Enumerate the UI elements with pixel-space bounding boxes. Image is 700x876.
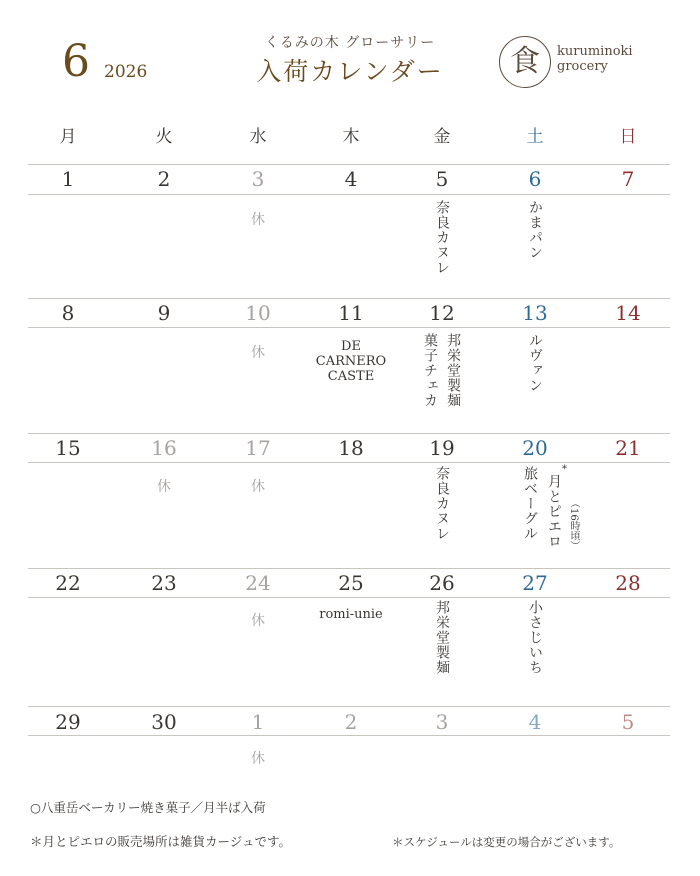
closed-mark: 休	[157, 479, 171, 495]
day-number: 20	[522, 436, 548, 460]
divider	[28, 298, 670, 299]
day-number: 3	[251, 167, 265, 191]
logo-wordmark	[557, 44, 633, 74]
event-line: DE	[341, 339, 361, 354]
divider	[28, 164, 670, 165]
delivery-event: 小さじいち	[527, 600, 543, 675]
logo-glyph: 食	[510, 44, 540, 79]
day-number: 22	[55, 571, 81, 595]
weekday-fri: 金	[433, 127, 451, 147]
divider	[28, 568, 670, 569]
event-line: CARNERO	[315, 354, 387, 369]
footer-note: ＊月とピエロの販売場所は雑貨カージュです。	[30, 834, 292, 849]
day-number: 6	[528, 167, 542, 191]
day-number: 14	[615, 301, 641, 325]
logo-line-2: grocery	[557, 59, 608, 74]
day-number: 15	[55, 436, 81, 460]
calendar-title: 入荷カレンダー	[256, 57, 444, 86]
closed-mark: 休	[251, 345, 265, 361]
day-number: 17	[245, 436, 271, 460]
day-number: 3	[435, 710, 449, 734]
day-number: 16	[151, 436, 177, 460]
weekday-tue: 火	[155, 127, 173, 147]
logo-line-1: kuruminoki	[557, 44, 633, 59]
delivery-event: 月とピエロ	[546, 474, 562, 549]
day-number: 1	[251, 710, 265, 734]
day-number: 23	[151, 571, 177, 595]
day-number: 28	[615, 571, 641, 595]
day-number: 4	[344, 167, 358, 191]
day-number: 30	[151, 710, 177, 734]
day-number: 21	[615, 436, 641, 460]
weekday-wed: 水	[249, 127, 267, 147]
day-number: 27	[522, 571, 548, 595]
day-number: 5	[435, 167, 449, 191]
divider	[28, 462, 670, 463]
day-number: 2	[157, 167, 171, 191]
divider	[28, 433, 670, 434]
delivery-event: romi-unie	[319, 607, 383, 622]
day-number: 4	[528, 710, 542, 734]
delivery-event: かまパン	[527, 200, 543, 260]
footnote-star: *	[562, 464, 567, 475]
delivery-event: 菓子チェカ	[422, 333, 438, 408]
day-number: 11	[338, 301, 364, 325]
divider	[28, 194, 670, 195]
calendar-header	[0, 0, 700, 110]
footer-note: ○八重岳ベーカリー焼き菓子／月半ば入荷	[30, 800, 266, 815]
delivery-event: 邦栄堂製麺	[445, 333, 461, 408]
day-number: 5	[621, 710, 635, 734]
day-number: 25	[338, 571, 364, 595]
divider	[28, 597, 670, 598]
shop-name: くるみの木 グローサリー	[264, 35, 436, 51]
divider	[28, 706, 670, 707]
divider	[28, 735, 670, 736]
closed-mark: 休	[251, 613, 265, 629]
day-number: 19	[429, 436, 455, 460]
day-number: 29	[55, 710, 81, 734]
weekday-mon: 月	[59, 127, 77, 147]
day-number: 26	[429, 571, 455, 595]
footer-note: ＊スケジュールは変更の場合がございます。	[392, 835, 621, 849]
logo-mark	[499, 36, 551, 88]
delivery-event: 奈良カヌレ	[434, 466, 450, 541]
day-number: 13	[522, 301, 548, 325]
weekday-sat: 土	[526, 127, 544, 147]
delivery-event: 邦栄堂製麺	[434, 600, 450, 675]
year-label: 2026	[104, 62, 148, 82]
delivery-event: ルヴァン	[527, 333, 543, 393]
day-number: 8	[61, 301, 75, 325]
day-number: 12	[429, 301, 455, 325]
day-number: 24	[245, 571, 271, 595]
closed-mark: 休	[251, 212, 265, 228]
weekday-sun: 日	[619, 127, 637, 147]
event-line: CASTE	[327, 369, 375, 384]
day-number: 7	[621, 167, 635, 191]
day-number: 2	[344, 710, 358, 734]
closed-mark: 休	[251, 751, 265, 767]
divider	[28, 327, 670, 328]
day-number: 9	[157, 301, 171, 325]
weekday-thu: 木	[342, 127, 360, 147]
day-number: 18	[338, 436, 364, 460]
closed-mark: 休	[251, 479, 265, 495]
delivery-event: 旅ベーグル	[522, 466, 538, 541]
month-number: 6	[62, 36, 90, 87]
delivery-event: 奈良カヌレ	[434, 200, 450, 275]
day-number: 10	[245, 301, 271, 325]
delivery-event	[303, 339, 399, 384]
event-time-note: （16時頃）	[568, 498, 579, 551]
day-number: 1	[61, 167, 75, 191]
